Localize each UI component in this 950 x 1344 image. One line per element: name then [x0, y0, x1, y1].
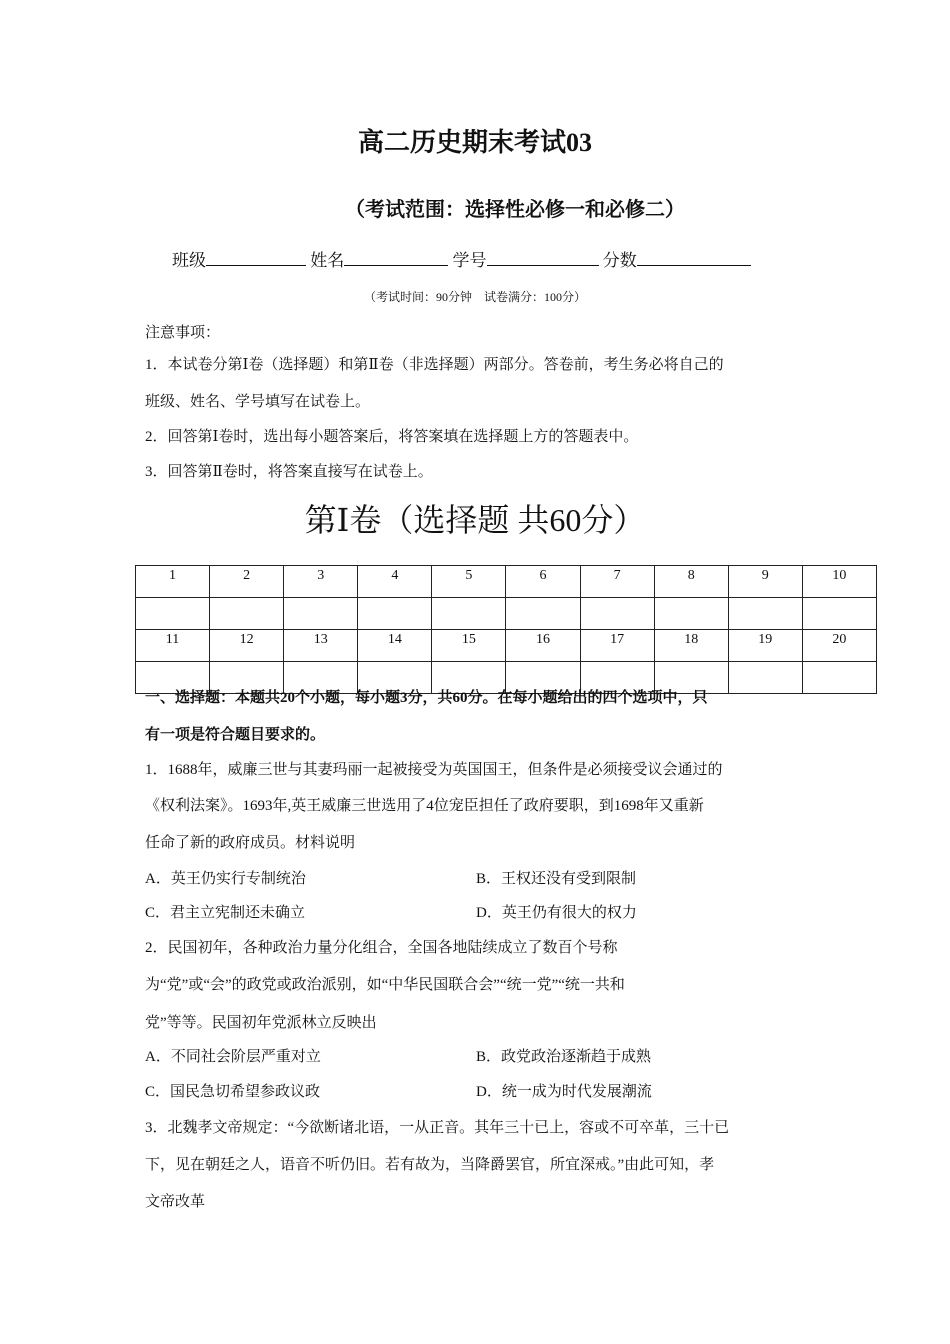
- answer-cell[interactable]: [728, 662, 802, 694]
- question-2-text: 为“党”或“会”的政党或政治派别，如“中华民国联合会”“统一党”“统一共和: [145, 977, 625, 993]
- question-1-option-a[interactable]: A．英王仍实行专制统治: [145, 871, 306, 887]
- question-number: 9: [728, 566, 802, 598]
- question-number: 13: [284, 630, 358, 662]
- class-label: 班级: [172, 251, 206, 270]
- question-3-text: 3．北魏孝文帝规定：“今欲断诸北语，一从正音。其年三十已上，容或不可卒革，三十已: [145, 1120, 730, 1136]
- id-label: 学号: [452, 251, 487, 270]
- name-blank[interactable]: [344, 249, 448, 266]
- question-number: 12: [210, 630, 284, 662]
- part-heading: 一、选择题：本题共20个小题，每小题3分，共60分。在每小题给出的四个选项中，只: [145, 690, 708, 706]
- answer-cell[interactable]: [802, 598, 876, 630]
- question-1-option-d[interactable]: D．英王仍有很大的权力: [476, 905, 637, 921]
- question-2-option-d[interactable]: D．统一成为时代发展潮流: [476, 1084, 652, 1100]
- answer-cell[interactable]: [580, 598, 654, 630]
- question-2-text: 党”等等。民国初年党派林立反映出: [145, 1015, 377, 1031]
- question-number: 16: [506, 630, 580, 662]
- answer-cell[interactable]: [284, 598, 358, 630]
- answer-cell[interactable]: [654, 598, 728, 630]
- question-1-text: 《权利法案》。1693年,英王威廉三世选用了4位宠臣担任了政府要职，到1698年又重新: [145, 798, 704, 814]
- question-2-option-c[interactable]: C．国民急切希望参政议政: [145, 1084, 321, 1100]
- question-number: 4: [358, 566, 432, 598]
- page-title: 高二历史期末考试03: [357, 128, 592, 157]
- question-number: 3: [284, 566, 358, 598]
- score-blank[interactable]: [637, 249, 751, 266]
- question-number: 5: [432, 566, 506, 598]
- answer-cell[interactable]: [802, 662, 876, 694]
- table-row: [136, 566, 877, 598]
- question-number: 2: [210, 566, 284, 598]
- question-1-text: 1．1688年，威廉三世与其妻玛丽一起被接受为英国国王，但条件是必须接受议会通过的: [145, 762, 723, 778]
- question-number: 10: [802, 566, 876, 598]
- answer-row: [136, 598, 877, 630]
- exam-info: （考试时间：90分钟 试卷满分：100分）: [363, 290, 586, 304]
- answer-cell[interactable]: [210, 598, 284, 630]
- answer-cell[interactable]: [506, 598, 580, 630]
- question-number: 19: [728, 630, 802, 662]
- score-label: 分数: [602, 251, 637, 270]
- question-2-option-a[interactable]: A．不同社会阶层严重对立: [145, 1049, 321, 1065]
- question-number: 20: [802, 630, 876, 662]
- student-info-line: [172, 249, 751, 271]
- answer-cell[interactable]: [136, 598, 210, 630]
- question-number: 1: [136, 566, 210, 598]
- question-3-text: 下，见在朝廷之人，语音不听仍旧。若有故为，当降爵罢官，所宜深戒。”由此可知，孝: [145, 1157, 715, 1173]
- notice-heading: 注意事项：: [145, 325, 221, 341]
- question-number: 8: [654, 566, 728, 598]
- answer-cell[interactable]: [358, 598, 432, 630]
- question-1-option-c[interactable]: C．君主立宪制还未确立: [145, 905, 306, 921]
- question-number: 7: [580, 566, 654, 598]
- question-number: 14: [358, 630, 432, 662]
- question-number: 11: [136, 630, 210, 662]
- notice-line: 1．本试卷分第Ⅰ卷（选择题）和第Ⅱ卷（非选择题）两部分。答卷前，考生务必将自己的: [145, 357, 724, 373]
- question-1-option-b[interactable]: B．王权还没有受到限制: [476, 871, 637, 887]
- question-number: 6: [506, 566, 580, 598]
- part-heading: 有一项是符合题目要求的。: [145, 727, 326, 743]
- question-number: 15: [432, 630, 506, 662]
- id-blank[interactable]: [487, 249, 599, 266]
- name-label: 姓名: [310, 251, 345, 270]
- notice-line: 3．回答第Ⅱ卷时，将答案直接写在试卷上。: [145, 464, 433, 480]
- table-row: [136, 630, 877, 662]
- answer-cell[interactable]: [728, 598, 802, 630]
- question-2-text: 2．民国初年，各种政治力量分化组合，全国各地陆续成立了数百个号称: [145, 940, 618, 956]
- question-number: 17: [580, 630, 654, 662]
- answer-cell[interactable]: [432, 598, 506, 630]
- question-3-text: 文帝改革: [145, 1194, 206, 1210]
- notice-line: 班级、姓名、学号填写在试卷上。: [145, 394, 371, 410]
- answer-table: [135, 565, 877, 694]
- subtitle: （考试范围：选择性必修一和必修二）: [345, 199, 685, 221]
- class-blank[interactable]: [206, 249, 306, 266]
- section-title: 第Ⅰ卷（选择题 共60分）: [304, 502, 646, 538]
- question-number: 18: [654, 630, 728, 662]
- question-2-option-b[interactable]: B．政党政治逐渐趋于成熟: [476, 1049, 652, 1065]
- question-1-text: 任命了新的政府成员。材料说明: [145, 835, 356, 851]
- notice-line: 2．回答第Ⅰ卷时，选出每小题答案后，将答案填在选择题上方的答题表中。: [145, 429, 639, 445]
